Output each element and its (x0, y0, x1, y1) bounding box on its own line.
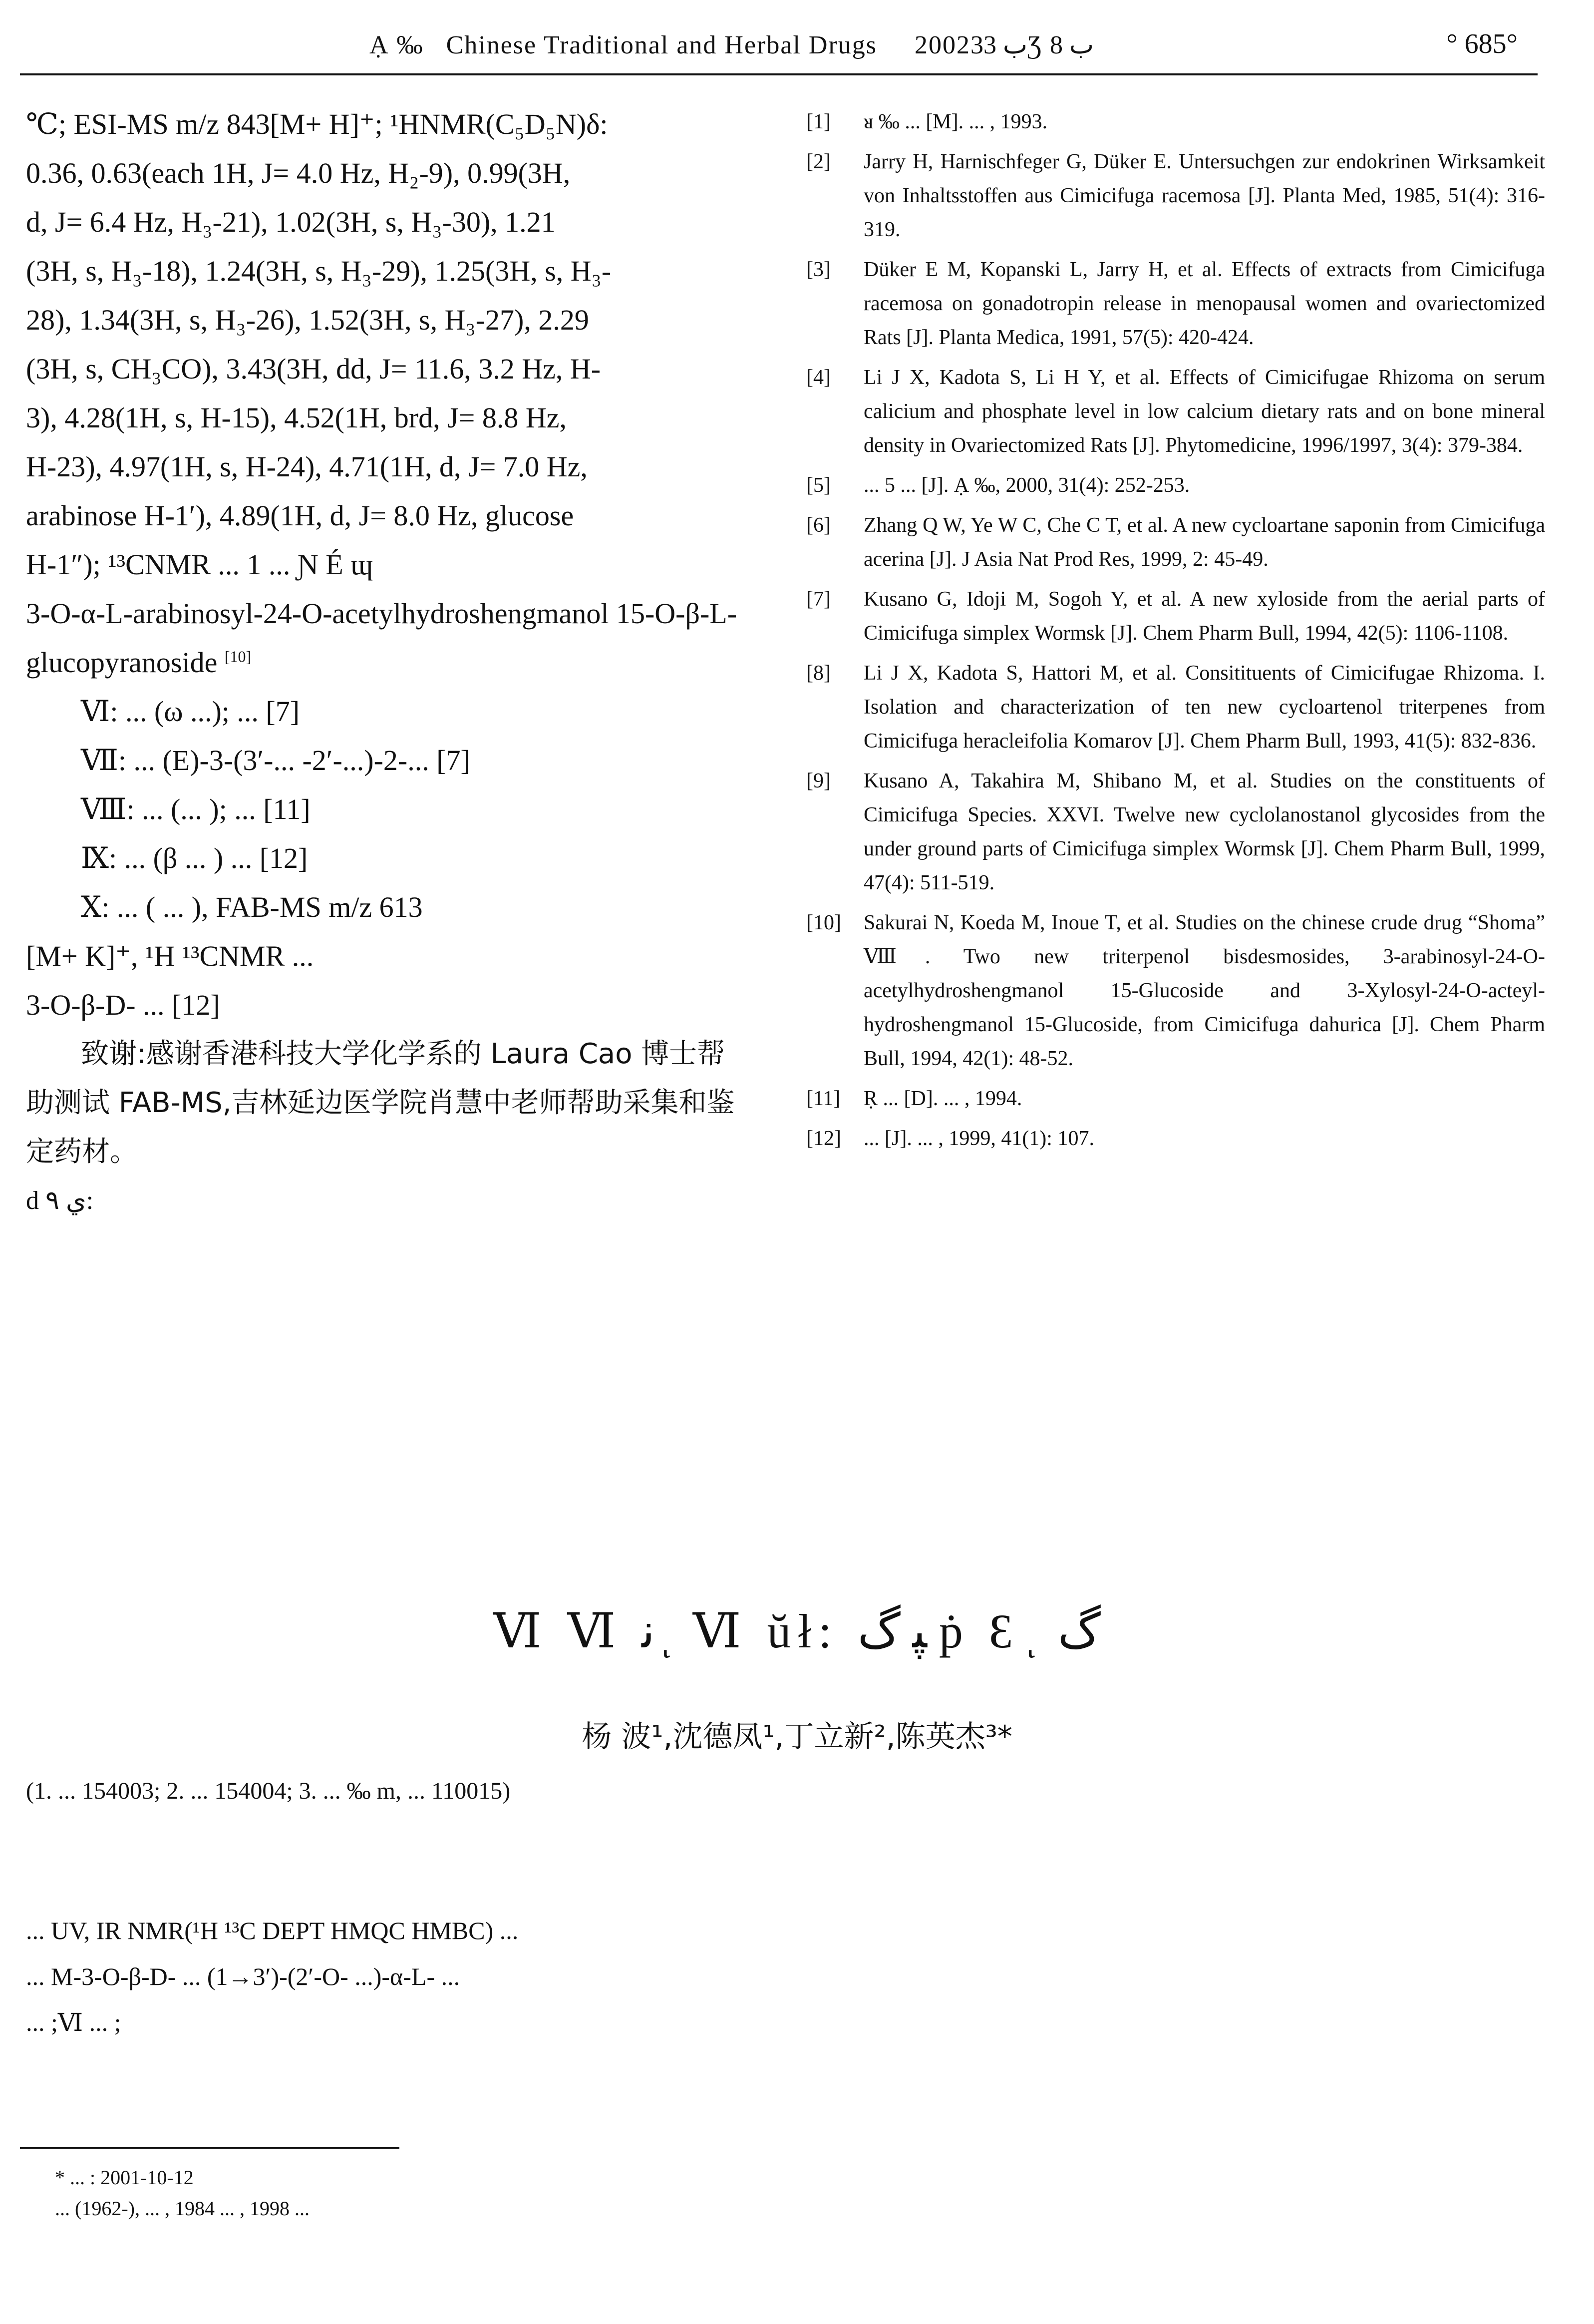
nmr-line: H-1″); ¹³CNMR ... 1 ... Ɲ É ɰ (26, 548, 373, 581)
reference-number: [4] (806, 366, 831, 389)
reference-number: [5] (806, 474, 831, 497)
reference-item (806, 508, 1545, 576)
compound-line: Ⅷ: ... (... ); ... [11] (81, 793, 311, 825)
nmr-line: d, J= 6.4 Hz, H₃-21), 1.02(3H, s, H₃-30), 1.21 (26, 206, 556, 238)
page-header (20, 26, 1538, 75)
reference-item (806, 656, 1545, 758)
nmr-line: ℃; ESI-MS m/z 843[M+ H]⁺; ¹HNMR(C₅D₅N)δ: (26, 108, 608, 140)
nmr-line: 3), 4.28(1H, s, H-15), 4.52(1H, brd, J= 8.8 Hz, (26, 401, 567, 434)
reference-item (806, 253, 1545, 355)
abstract (26, 1908, 1549, 2045)
issue-info: 2002ب 33Ʒ ب 8 (915, 31, 1094, 59)
abstract-line: ... UV, IR NMR(¹H ¹³C DEPT HMQC HMBC) ... (26, 1917, 519, 1944)
reference-text: Li J X, Kadota S, Hattori M, et al. Consitituents of Cimicifugae Rhizoma. I. Isolation and characterization of ten new cycloartenol triterpenes from Cimicifuga heracleifolia Komarov [J]. Chem Pharm Bull, 1993, 41(5): 832-836. (864, 662, 1545, 753)
reference-text: Kusano G, Idoji M, Sogoh Y, et al. A new xyloside from the aerial parts of Cimicifuga simplex Wormsk [J]. Chem Pharm Bull, 1994, 42(5): 1106-1108. (864, 588, 1545, 645)
author-list: 杨 波¹,沈德凤¹,丁立新²,陈英杰³* (582, 1719, 1012, 1754)
reference-item (806, 582, 1545, 650)
reference-item (806, 1082, 1545, 1116)
reference-item (806, 906, 1545, 1076)
reference-number: [11] (806, 1087, 841, 1110)
page-number: ° 685° (1446, 28, 1518, 59)
author-affiliations: (1. ... 154003; 2. ... 154004; 3. ... ‰ m, ... 110015) (26, 1778, 511, 1804)
nmr-line: 0.36, 0.63(each 1H, J= 4.0 Hz, H₂-9), 0.99(3H, (26, 157, 571, 189)
reference-number: [1] (806, 110, 831, 133)
nmr-line: 28), 1.34(3H, s, H₃-26), 1.52(3H, s, H₃-27), 2.29 (26, 304, 589, 336)
footnotes (55, 2162, 1548, 2224)
journal-title (369, 30, 1094, 60)
footnote-line: * ... : 2001-10-12 (55, 2166, 194, 2189)
nmr-line: arabinose H-1′), 4.89(1H, d, J= 8.0 Hz, glucose (26, 499, 574, 532)
footnote-divider (20, 2147, 399, 2149)
compound-line: Ⅹ: ... ( ... ), FAB-MS m/z 613 (81, 891, 423, 923)
reference-text: Li J X, Kadota S, Li H Y, et al. Effects of Cimicifugae Rhizoma on serum calicium and phosphate level in low calcium dietary rats and on bone mineral density in Ovariectomized Rats [J]. Phytomedicine, 1996/1997, 3(4): 379-384. (864, 366, 1545, 457)
reference-item (806, 145, 1545, 247)
reference-number: [8] (806, 662, 831, 685)
reference-item (806, 1122, 1545, 1156)
reference-text: ... [J]. ... , 1999, 41(1): 107. (864, 1127, 1094, 1150)
reference-item (806, 468, 1545, 502)
citation-mark: [10] (224, 647, 252, 666)
reference-number: [6] (806, 514, 831, 537)
compound-line: [M+ K]⁺, ¹H ¹³CNMR ... (26, 940, 314, 972)
reference-text: Sakurai N, Koeda M, Inoue T, et al. Studies on the chinese crude drug “Shoma” Ⅷ. Two new triterpenol bisdesmosides, 3-arabinosyl-24-O-acetylhydroshengmanol 15-Glucoside and 3-Xylosyl-24-O-acteyl-hydroshengmanol 15-Glucoside, from Cimicifuga dahurica [J]. Chem Pharm Bull, 1994, 42(1): 48-52. (864, 911, 1545, 1070)
reference-text: Ṛ ... [D]. ... , 1994. (864, 1087, 1022, 1110)
nmr-line: H-23), 4.97(1H, s, H-24), 4.71(1H, d, J= 7.0 Hz, (26, 450, 588, 483)
reference-number: [12] (806, 1127, 841, 1150)
compound-line: Ⅸ: ... (β ... ) ... [12] (81, 842, 308, 874)
nmr-line: (3H, s, H₃-18), 1.24(3H, s, H₃-29), 1.25(3H, s, H₃- (26, 255, 612, 287)
reference-item (806, 361, 1545, 462)
journal-name: Chinese Traditional and Herbal Drugs (446, 31, 878, 59)
reference-text: Düker E M, Kopanski L, Jarry H, et al. Effects of extracts from Cimicifuga racemosa on gonadotropin release in menopausal women and ovariectomized Rats [J]. Planta Medica, 1991, 57(5): 420-424. (864, 258, 1545, 349)
acknowledgement: 致谢:感谢香港科技大学化学系的 Laura Cao 博士帮助测试 FAB-MS,吉林延边医学院肖慧中老师帮助采集和鉴定药材。 (26, 1038, 735, 1168)
reference-text: Jarry H, Harnischfeger G, Düker E. Untersuchgen zur endokrinen Wirksamkeit von Inhaltsstoffen aus Cimicifuga racemosa [J]. Planta Med, 1985, 51(4): 316-319. (864, 150, 1545, 241)
reference-number: [3] (806, 258, 831, 281)
journal-abbr: Ạ ‰ (369, 31, 424, 59)
footnote-line: ... (1962-), ... , 1984 ... , 1998 ... (55, 2197, 310, 2220)
nmr-line: (3H, s, CH₃CO), 3.43(3H, dd, J= 11.6, 3.2 Hz, H- (26, 353, 601, 385)
reference-item (806, 105, 1545, 139)
reference-text: Zhang Q W, Ye W C, Che C T, et al. A new cycloartane saponin from Cimicifuga acerina [J]. J Asia Nat Prod Res, 1999, 2: 45-49. (864, 514, 1545, 571)
reference-text: Kusano A, Takahira M, Shibano M, et al. Studies on the constituents of Cimicifuga Species. XXVI. Twelve new cyclolanostanol glycosides from the under ground parts of Cimicifuga simplex Wormsk [J]. Chem Pharm Bull, 1999, 47(4): 511-519. (864, 770, 1545, 894)
reference-number: [9] (806, 770, 831, 792)
compound-line: Ⅵ: ... (ω ...); ... [7] (81, 695, 300, 728)
compound-name: 3-O-α-L-arabinosyl-24-O-acetylhydroshengmanol 15-O-β-L-glucopyranoside (26, 597, 737, 679)
reference-text: ... 5 ... [J]. Ạ ‰, 2000, 31(4): 252-253. (864, 474, 1190, 497)
abstract-line: ... M-3-O-β-D- ... (1→3′)-(2′-O- ...)-α-L- ... (26, 1962, 460, 1990)
compound-line: Ⅶ: ... (E)-3-(3′-... -2′-...)-2-... [7] (81, 744, 470, 776)
article-title: Ⅵ Ⅵ ﻧ ͅ Ⅵ ŭł: ﭙ گ ṗ Ɛ ͅ گ (493, 1604, 1101, 1658)
reference-number: [2] (806, 150, 831, 173)
reference-number: [7] (806, 588, 831, 611)
compound-line: 3-O-β-D- ... [12] (26, 989, 220, 1021)
references-column (806, 105, 1545, 1162)
compound-identification (26, 589, 745, 687)
reference-text: ᴚ ‰ ... [M]. ... , 1993. (864, 110, 1048, 133)
left-column (26, 100, 745, 1225)
reference-number: [10] (806, 911, 841, 934)
abstract-line: ... ;Ⅵ ... ; (26, 2008, 121, 2036)
reference-item (806, 764, 1545, 900)
references-label: d ي ٩: (26, 1186, 94, 1215)
